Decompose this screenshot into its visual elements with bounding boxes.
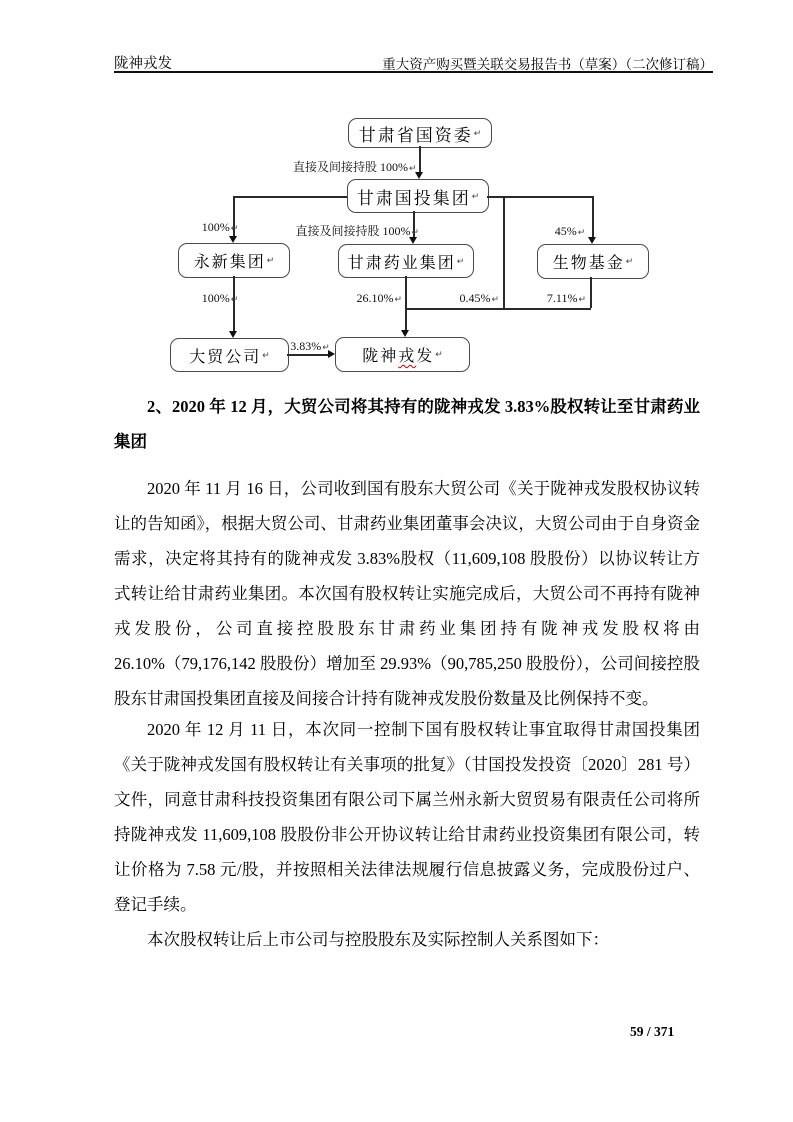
header-report-title: 重大资产购买暨关联交易报告书（草案）（二次修订稿） xyxy=(382,57,713,72)
arrowhead-down-icon xyxy=(415,172,423,179)
connector-line xyxy=(419,146,421,172)
edge-label: 100%↵ xyxy=(201,220,239,234)
page-number: 59 / 371 xyxy=(630,1024,675,1039)
node-label: 生物基金 xyxy=(552,255,625,272)
header-company-name: 陇神戎发 xyxy=(114,56,172,72)
connector-line xyxy=(233,196,347,198)
edge-label: 100%↵ xyxy=(201,291,239,305)
edge-label: 0.45%↵ xyxy=(459,291,499,305)
arrowhead-down-icon xyxy=(588,237,596,244)
connector-line xyxy=(503,196,505,308)
edge-label: 3.83%↵ xyxy=(290,339,330,353)
node-label: 甘肃省国资委 xyxy=(358,125,473,145)
misspell-wavy-underline: 戎 xyxy=(398,348,417,365)
connector-line xyxy=(405,308,591,310)
node-bio-fund xyxy=(537,244,649,279)
body-paragraph-1: 2020 年 11 月 16 日，公司收到国有股东大贸公司《关于陇神戎发股权协议转让的告知函》，根据大贸公司、甘肃药业集团董事会决议，大贸公司由于自身资金需求，决定将其持有的陇神戎发 3.83%股权（11,609,108 股股份）以协议转让方式转让给甘肃药业集团。本次国有股权转让实施完成后，大贸公司不再持有陇神戎发股份，公司直接控股股东甘肃药业集团持有陇神戎发股权将由 26.10%（79,176,142 股股份）增加至 29.93%（90,785,250 股股份），公司间接控股股东甘肃国投集团直接及间接合计持有陇神戎发股份数量及比例保持不变。 xyxy=(114,479,700,708)
return-mark-icon: ↵ xyxy=(625,256,634,266)
node-gansu-pharma-group xyxy=(338,244,474,278)
edge-label: 直接及间接持股 100%↵ xyxy=(293,160,417,174)
connector-line xyxy=(590,277,592,308)
return-mark-icon: ↵ xyxy=(473,127,482,138)
return-mark-icon: ↵ xyxy=(471,190,480,201)
return-mark-icon: ↵ xyxy=(266,255,275,265)
node-gansu-guotou-group xyxy=(347,179,489,213)
arrowhead-down-icon xyxy=(229,331,237,338)
node-label: 陇神戎发 xyxy=(362,348,435,365)
edge-label: 直接及间接持股 100%↵ xyxy=(295,224,419,238)
return-mark-icon: ↵ xyxy=(262,349,270,360)
connector-line xyxy=(405,276,407,330)
node-yongxin-group xyxy=(178,243,290,278)
node-longshen-rongfa xyxy=(335,337,470,372)
node-label: 甘肃国投集团 xyxy=(356,188,471,208)
body-paragraph-2: 2020 年 12 月 11 日，本次同一控制下国有股权转让事宜取得甘肃国投集团《关于陇神戎发国有股权转让有关事项的批复》（甘国投发投资〔2020〕281 号）文件，同意甘肃科技投资集团有限公司下属兰州永新大贸贸易有限责任公司将所持陇神戎发 11,609,108 股股份非公开协议转让给甘肃药业投资集团有限公司，转让价格为 7.58 元/股，并按照相关法律法规履行信息披露义务，完成股份过户、登记手续。 xyxy=(114,720,700,914)
org-chart xyxy=(0,112,793,382)
edge-label: 45%↵ xyxy=(554,224,586,238)
return-mark-icon: ↵ xyxy=(435,349,443,359)
section-heading: 2、2020 年 12 月，大贸公司将其持有的陇神戎发 3.83%股权转让至甘肃药业集团 xyxy=(114,397,700,451)
arrowhead-down-icon xyxy=(229,236,237,243)
node-label: 大贸公司 xyxy=(189,348,262,366)
body-paragraph-3: 本次股权转让后上市公司与控股股东及实际控制人关系图如下： xyxy=(147,930,609,949)
edge-label: 26.10%↵ xyxy=(356,291,402,305)
edge-label: 7.11%↵ xyxy=(546,291,586,305)
connector-line xyxy=(592,196,594,237)
return-mark-icon: ↵ xyxy=(456,255,465,266)
node-label: 甘肃药业集团 xyxy=(347,254,456,272)
node-gansu-sasac xyxy=(348,118,492,148)
header-rule xyxy=(114,71,713,73)
node-damao-company xyxy=(170,338,289,372)
connector-line xyxy=(287,354,328,356)
node-label: 永新集团 xyxy=(193,254,266,271)
arrowhead-down-icon xyxy=(401,330,409,337)
